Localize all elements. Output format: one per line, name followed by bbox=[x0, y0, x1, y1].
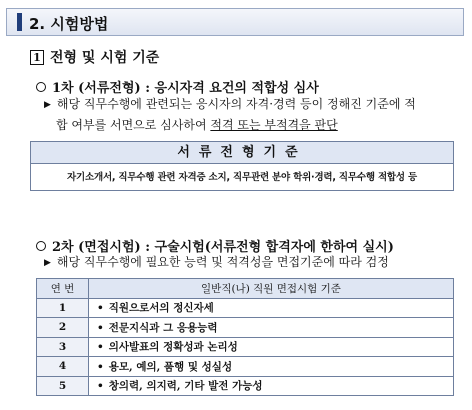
criteria-box-body: 자기소개서, 직무수행 관련 자격증 소지, 직무관련 분야 학위·경력, 직무수행 적합성 등 bbox=[67, 172, 417, 183]
stage2-desc bbox=[44, 252, 389, 273]
table-row bbox=[37, 376, 454, 396]
table-row bbox=[37, 357, 454, 377]
section-title-bar bbox=[6, 8, 464, 36]
dot-bullet-icon: • bbox=[97, 341, 104, 354]
stage1-desc-line2 bbox=[56, 115, 338, 135]
stage2-heading-text: 2차 (면접시험) : 구술시험(서류전형 합격자에 한하여 실시) bbox=[52, 240, 394, 255]
row-criterion-text: 의사발표의 정확성과 논리성 bbox=[108, 341, 238, 354]
row-number: 2 bbox=[37, 318, 89, 338]
subsection-title: 전형 및 시험 기준 bbox=[50, 50, 160, 66]
row-criterion-text: 전문지식과 그 응용능력 bbox=[108, 321, 218, 334]
section-title: 2. 시험방법 bbox=[29, 15, 109, 33]
row-criterion bbox=[89, 298, 454, 318]
dot-bullet-icon: • bbox=[97, 380, 104, 393]
row-criterion-text: 직원으로서의 정신자세 bbox=[108, 302, 214, 315]
row-criterion bbox=[89, 318, 454, 338]
title-accent-bar bbox=[17, 13, 22, 31]
table-row bbox=[37, 337, 454, 357]
row-number: 1 bbox=[37, 298, 89, 318]
document-screening-criteria-box bbox=[30, 141, 454, 191]
triangle-bullet-icon: ▶ bbox=[44, 100, 51, 110]
stage2-desc-text: 해당 직무수행에 필요한 능력 및 적격성을 면접기준에 따라 검정 bbox=[56, 255, 389, 269]
dot-bullet-icon: • bbox=[97, 360, 104, 373]
stage1-desc-line2-underlined: 적격 또는 부적격을 판단 bbox=[210, 118, 338, 132]
dot-bullet-icon: • bbox=[97, 302, 104, 315]
column-header-no: 연 번 bbox=[37, 279, 89, 299]
row-criterion bbox=[89, 376, 454, 396]
stage1-desc-line1 bbox=[44, 94, 416, 115]
row-criterion-text: 창의력, 의지력, 기타 발전 가능성 bbox=[108, 380, 263, 393]
stage1-desc-line2-prefix: 합 여부를 서면으로 심사하여 bbox=[56, 118, 211, 132]
stage1-desc-line1-text: 해당 직무수행에 관련되는 응시자의 자격·경력 등이 정해진 기준에 적 bbox=[56, 97, 416, 111]
column-header-item: 일반직(나) 직원 면접시험 기준 bbox=[89, 279, 454, 299]
circle-bullet-icon bbox=[36, 241, 46, 251]
row-number: 4 bbox=[37, 357, 89, 377]
dot-bullet-icon: • bbox=[97, 321, 104, 334]
row-number: 5 bbox=[37, 376, 89, 396]
table-header-row bbox=[37, 279, 454, 299]
circle-bullet-icon bbox=[36, 82, 46, 92]
subsection-heading bbox=[30, 47, 159, 67]
criteria-box-header: 서류전형기준 bbox=[31, 142, 453, 164]
table-row bbox=[37, 298, 454, 318]
triangle-bullet-icon: ▶ bbox=[44, 258, 51, 268]
interview-criteria-table bbox=[36, 278, 454, 396]
row-number: 3 bbox=[37, 337, 89, 357]
subsection-number: 1 bbox=[30, 50, 44, 65]
table-row bbox=[37, 318, 454, 338]
stage1-heading-text: 1차 (서류전형) : 응시자격 요건의 적합성 심사 bbox=[52, 81, 319, 96]
row-criterion bbox=[89, 357, 454, 377]
row-criterion bbox=[89, 337, 454, 357]
row-criterion-text: 용모, 예의, 품행 및 성실성 bbox=[108, 360, 233, 373]
